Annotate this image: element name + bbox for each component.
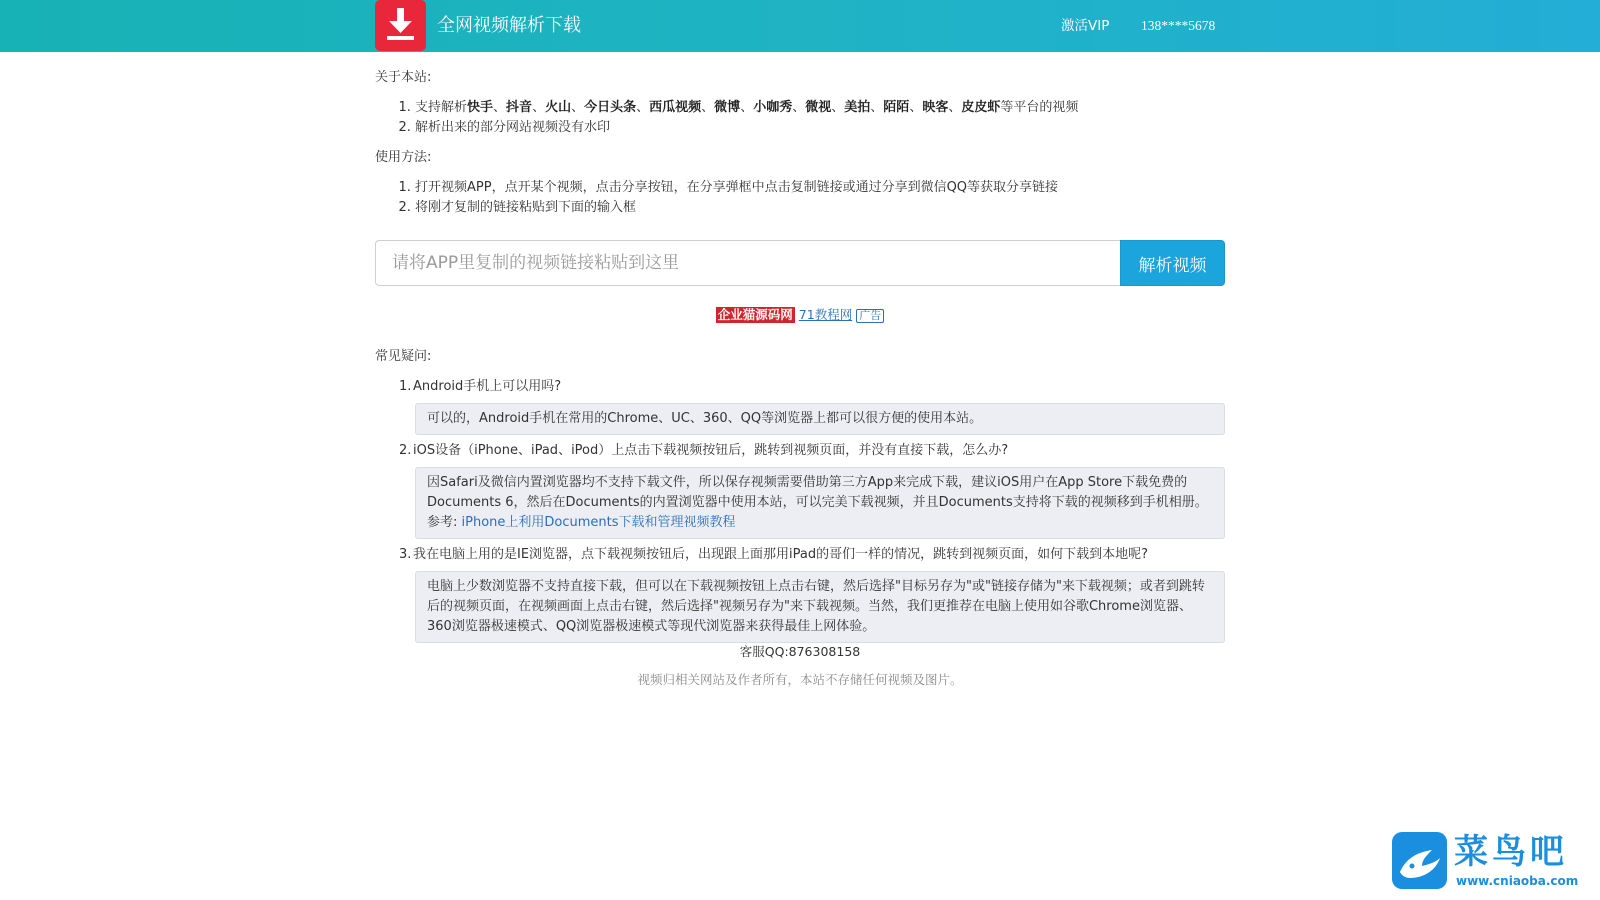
usage-item-2: 2. 将刚才复制的链接粘贴到下面的输入框 (415, 198, 1225, 218)
platform-name: 美拍 (844, 100, 871, 115)
faq-title: 常见疑问: (375, 349, 432, 364)
about-item-2: 2. 解析出来的部分网站视频没有水印 (415, 118, 1225, 138)
platform-name: 映客 (922, 100, 949, 115)
platform-separator: 、 (870, 100, 884, 115)
footer (375, 642, 1225, 690)
faq-question: 1. Android手机上可以用吗? (399, 379, 562, 394)
platform-name: 陌陌 (883, 100, 910, 115)
ad-banner-link[interactable]: 企业猫源码网 (717, 307, 793, 322)
user-account-link[interactable]: 138****5678 (1141, 18, 1216, 33)
faq-answer: 可以的，Android手机在常用的Chrome、UC、360、QQ等浏览器上都可以很方便的使用本站。 (415, 403, 1225, 435)
video-link-input[interactable] (375, 240, 1120, 286)
platform-name: 快手 (467, 100, 494, 115)
about-item-1: 1. 支持解析快手、抖音、火山、今日头条、西瓜视频、微博、小咖秀、微视、美拍、陌陌、映客、皮皮虾等平台的视频 (415, 98, 1225, 118)
platform-name: 火山 (545, 100, 572, 115)
search-row (375, 240, 1225, 286)
top-header-bar (0, 0, 1600, 52)
faq-item (375, 377, 1225, 435)
watermark (1392, 832, 1582, 890)
about-section (375, 68, 1225, 138)
usage-item-1: 1. 打开视频APP，点开某个视频，点击分享按钮，在分享弹框中点击复制链接或通过分享到微信QQ等获取分享链接 (415, 178, 1225, 198)
ad-tag: 广告 (856, 309, 884, 323)
platform-separator: 、 (636, 100, 650, 115)
header-inner (375, 0, 1225, 52)
watermark-url: www.cniaoba.com (1456, 874, 1579, 888)
watermark-text: 菜鸟吧 (1454, 832, 1568, 872)
ad-text-link[interactable]: 71教程网 (798, 307, 853, 322)
download-icon[interactable] (375, 0, 426, 51)
customer-service-qq: 客服QQ:876308158 (739, 644, 861, 659)
usage-list (375, 178, 1225, 218)
platform-name: 抖音 (506, 100, 533, 115)
platform-separator: 、 (493, 100, 507, 115)
faq-section (375, 347, 1225, 649)
faq-item (375, 545, 1225, 643)
platform-name: 微视 (805, 100, 832, 115)
platform-separator: 、 (831, 100, 845, 115)
faq-question: 2. iOS设备（iPhone、iPad、iPod）上点击下载视频按钮后，跳转到视频页面，并没有直接下载，怎么办? (399, 443, 1009, 458)
platform-separator: 、 (909, 100, 923, 115)
platform-list (467, 100, 1000, 115)
faq-answer: 因Safari及微信内置浏览器均不支持下载文件，所以保存视频需要借助第三方App来完成下载，建议iOS用户在App Store下载免费的Documents 6，然后在Documents的内置浏览器中使用本站，可以完美下载视频，并且Documents支持将下载的视频移到手机相册。参考: iPhone上利用Documents下载和管理视频教程 (415, 467, 1225, 539)
faq-list (375, 377, 1225, 643)
activate-vip-link[interactable]: 激活VIP (1061, 18, 1110, 34)
documents-tutorial-link[interactable]: iPhone上利用Documents下载和管理视频教程 (461, 515, 736, 530)
platform-name: 微博 (714, 100, 741, 115)
platform-separator: 、 (740, 100, 754, 115)
platform-separator: 、 (532, 100, 546, 115)
parse-video-button[interactable]: 解析视频 (1120, 240, 1225, 286)
platform-separator: 、 (701, 100, 715, 115)
platform-name: 今日头条 (584, 100, 637, 115)
about-title: 关于本站: (375, 70, 432, 85)
usage-title: 使用方法: (375, 150, 432, 165)
platform-separator: 、 (792, 100, 806, 115)
faq-question: 3. 我在电脑上用的是IE浏览器，点下载视频按钮后，出现跟上面那用iPad的哥们一样的情况，跳转到视频页面，如何下载到本地呢? (399, 547, 1149, 562)
platform-name: 皮皮虾 (961, 100, 1001, 115)
copyright-note: 视频归相关网站及作者所有，本站不存储任何视频及图片。 (637, 672, 963, 687)
site-title[interactable]: 全网视频解析下载 (437, 15, 581, 36)
platform-name: 小咖秀 (753, 100, 793, 115)
bird-logo-icon (1392, 832, 1447, 889)
platform-name: 西瓜视频 (649, 100, 702, 115)
ad-row (375, 307, 1225, 323)
faq-item (375, 441, 1225, 539)
about-list (375, 98, 1225, 138)
platform-separator: 、 (948, 100, 962, 115)
faq-answer: 电脑上少数浏览器不支持直接下载，但可以在下载视频按钮上点击右键，然后选择"目标另存为"或"链接存储为"来下载视频；或者到跳转后的视频页面，在视频画面上点击右键，然后选择"视频另存为"来下载视频。当然，我们更推荐在电脑上使用如谷歌Chrome浏览器、360浏览器极速模式、QQ浏览器极速模式等现代浏览器来获得最佳上网体验。 (415, 571, 1225, 643)
usage-section (375, 148, 1225, 218)
platform-separator: 、 (571, 100, 585, 115)
